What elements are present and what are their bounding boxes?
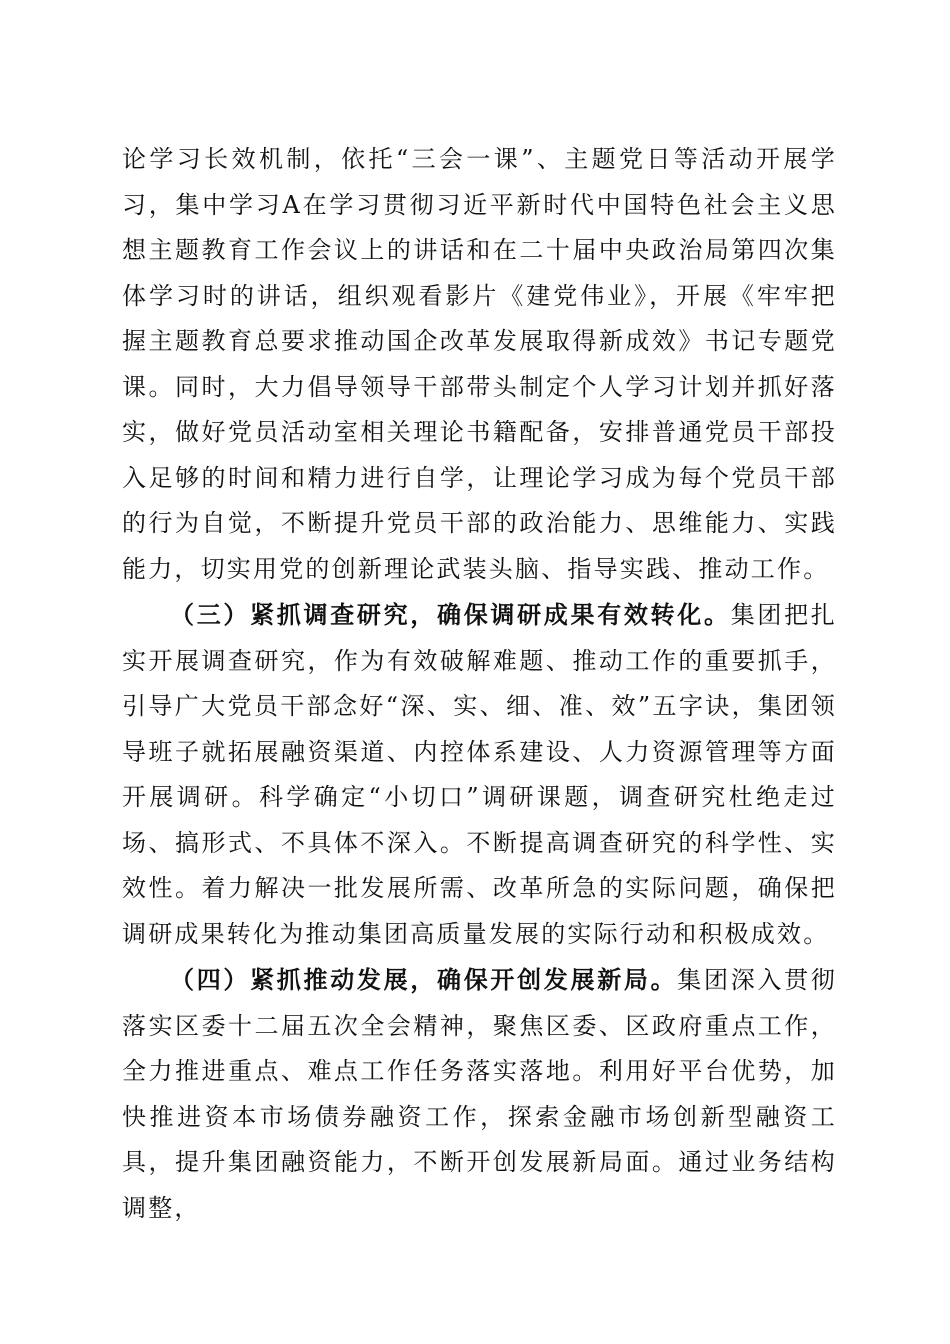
section-heading: （三）紧抓调查研究，确保调研成果有效转化。: [170, 600, 731, 629]
section-heading: （四）紧抓推动发展，确保开创发展新局。: [170, 965, 678, 994]
paragraph-text: 论学习长效机制，依托“三会一课”、主题党日等活动开展学习，集中学习A在学习贯彻习近平新时代中国特色社会主义思想主题教育工作会议上的讲话和在二十届中央政治局第四次集体学习时的讲话，组织观看影片《建党伟业》，开展《牢牢把握主题教育总要求推动国企改革发展取得新成效》书记专题党课。同时，大力倡导领导干部带头制定个人学习计划并抓好落实，做好党员活动室相关理论书籍配备，安排普通党员干部投入足够的时间和精力进行自学，让理论学习成为每个党员干部的行为自觉，不断提升党员干部的政治能力、思维能力、实践能力，切实用党的创新理论武装头脑、指导实践、推动工作。: [122, 145, 837, 583]
paragraph-text: 集团把扎实开展调查研究，作为有效破解难题、推动工作的重要抓手，引导广大党员干部念好“深、实、细、准、效”五字诀，集团领导班子就拓展融资渠道、内控体系建设、人力资源管理等方面开展调研。科学确定“小切口”调研课题，调查研究杜绝走过场、搞形式、不具体不深入。不断提高调查研究的科学性、实效性。着力解决一批发展所需、改革所急的实际问题，确保把调研成果转化为推动集团高质量发展的实际行动和积极成效。: [122, 601, 837, 948]
paragraph-section-4: [122, 957, 837, 1231]
paragraph-text: 集团深入贯彻落实区委十二届五次全会精神，聚焦区委、区政府重点工作，全力推进重点、难点工作任务落实落地。利用好平台优势，加快推进资本市场债券融资工作，探索金融市场创新型融资工具，提升集团融资能力，不断开创发展新局面。通过业务结构调整，: [122, 966, 837, 1222]
paragraph-continuation: [122, 137, 837, 592]
document-body: [122, 137, 837, 1231]
paragraph-section-3: [122, 592, 837, 957]
